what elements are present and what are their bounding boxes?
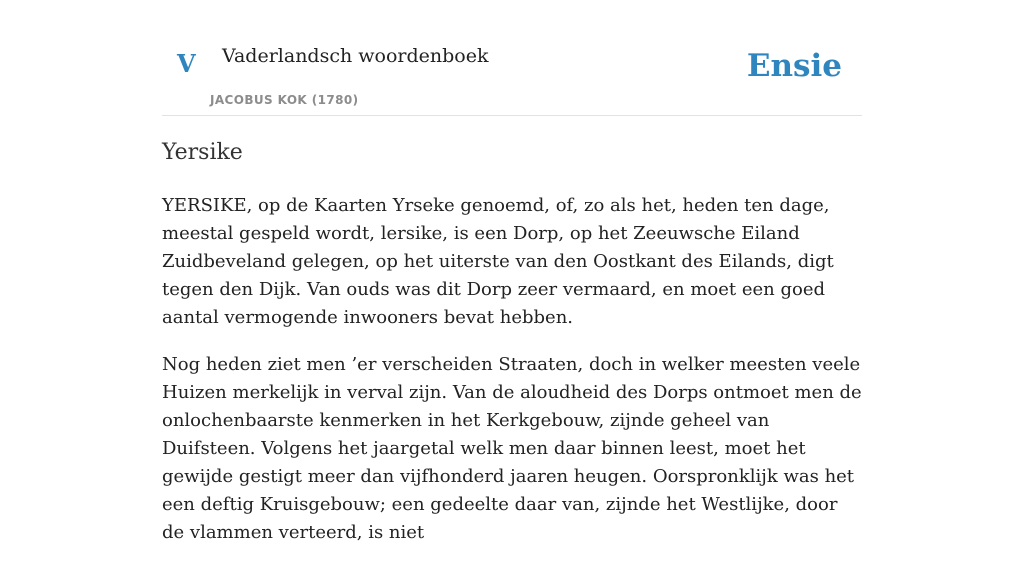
book-title-link[interactable]: Vaderlandsch woordenboek (222, 45, 489, 67)
book-author: JACOBUS KOK (1780) (210, 93, 359, 107)
entry-paragraph: Nog heden ziet men ’er verscheiden Straaten, doch in welker meesten veele Huizen merkelijk in verval zijn. Van de aloudheid des Dorps ontmoet men de onlochenbaarste kenmerken in het Kerkgebouw, zijnde geheel van Duifsteen. Volgens het jaargetal welk men daar binnen leest, moet het gewijde gestigt meer dan vijfhonderd jaaren heugen. Oorspronklijk was het een deftig Kruisgebouw; een gedeelte daar van, zijnde het Westlijke, door de vlammen verteerd, is niet (162, 354, 862, 543)
header (162, 0, 862, 116)
page (162, 0, 862, 543)
book-initial-icon[interactable]: V (177, 49, 196, 78)
ensie-logo[interactable]: Ensie (746, 48, 842, 84)
entry-title: Yersike (162, 140, 243, 165)
entry-content (162, 192, 862, 566)
entry-paragraph: YERSIKE, op de Kaarten Yrseke genoemd, of, zo als het, heden ten dage, meestal gespeld wordt, lersike, is een Dorp, op het Zeeuwsche Eiland Zuidbeveland gelegen, op het uiterste van den Oostkant des Eilands, digt tegen den Dijk. Van ouds was dit Dorp zeer vermaard, en moet een goed aantal vermogende inwooners bevat hebben. (162, 195, 834, 328)
